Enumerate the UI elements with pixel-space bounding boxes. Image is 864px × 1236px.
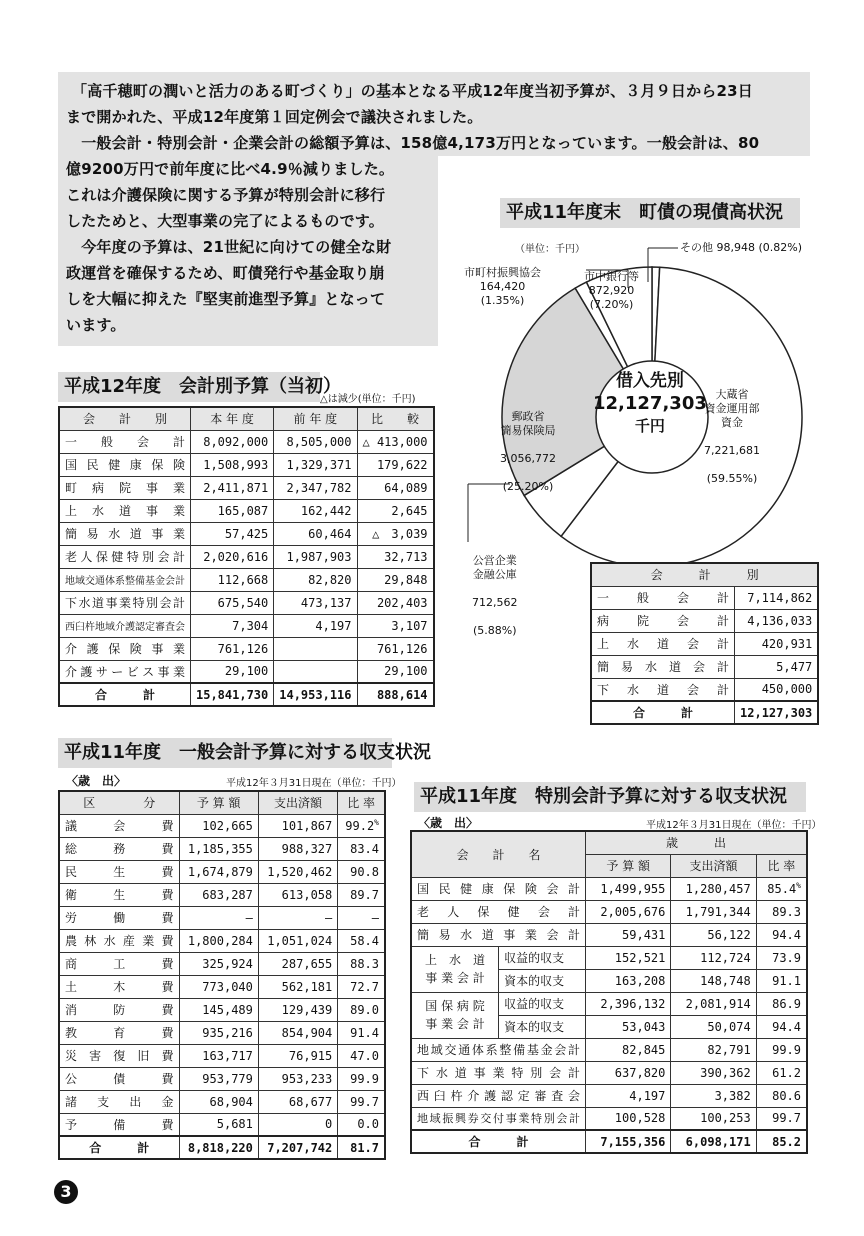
category-cell: 予 備 費 (59, 1113, 179, 1136)
category-cell: 消 防 費 (59, 998, 179, 1021)
current-year-cell: 112,668 (191, 568, 274, 591)
prior-year-cell (274, 660, 357, 683)
difference-cell: 3,107 (357, 614, 434, 637)
slice-label-yuseisho (500, 396, 556, 494)
slice-pct: (59.55%) (706, 472, 758, 485)
slice-value: 3,056,772 (500, 452, 556, 465)
table-row (59, 545, 434, 568)
account-cell: 一 般 会 計 (59, 430, 191, 453)
category-cell: 土 木 費 (59, 975, 179, 998)
category-cell: 諸支出金 (59, 1090, 179, 1113)
table-header-row (59, 407, 434, 430)
slice-label-bank (584, 270, 639, 312)
account-cell: 一 般 会 計 (591, 586, 735, 609)
budget-cell: 1,674,879 (179, 860, 258, 883)
difference-cell: 761,126 (357, 637, 434, 660)
ratio-value: 99.2 (345, 819, 375, 833)
category-cell: 農林水産業費 (59, 929, 179, 952)
total-cell: 14,953,116 (274, 683, 357, 706)
account-cell: 国民健康保険 (59, 453, 191, 476)
category-cell: 労 働 費 (59, 906, 179, 929)
account-cell: 下水道事業特別会計 (59, 591, 191, 614)
table-row (59, 499, 434, 522)
spent-cell: 100,253 (671, 1107, 756, 1130)
intro-line: 「高千穂町の潤いと活力のある町づくり」の基本となる平成12年度当初予算が、３月９日から23日 (72, 82, 753, 100)
category-cell: 民 生 費 (59, 860, 179, 883)
total-cell: 85.2 (756, 1130, 807, 1153)
ratio-cell (756, 877, 807, 900)
total-label: 合 計 (59, 683, 191, 706)
prior-year-cell: 82,820 (274, 568, 357, 591)
name-cell: 下水道事業特別会計 (411, 1061, 586, 1084)
spent-cell: 1,280,457 (671, 877, 756, 900)
percent-mark: % (374, 818, 379, 827)
ratio-cell (338, 1113, 385, 1136)
slice-pct: (7.20%) (589, 298, 634, 311)
prior-year-cell: 60,464 (274, 522, 357, 545)
account-cell: 介護サービス事業 (59, 660, 191, 683)
budget-cell: 163,208 (586, 969, 671, 992)
difference-cell: △ 3,039 (357, 522, 434, 545)
difference-cell: 179,622 (357, 453, 434, 476)
spent-cell: 50,074 (671, 1015, 756, 1038)
debt-account-table (590, 562, 819, 725)
sub-name-cell: 資本的収支 (499, 1015, 586, 1038)
budget12-title: 平成12年度 会計別予算（当初） (58, 372, 320, 402)
table-row (411, 1107, 807, 1130)
account-cell: 介護保険事業 (59, 637, 191, 660)
center-unit: 千円 (634, 417, 665, 435)
amount-cell: 420,931 (735, 632, 819, 655)
header-cell: 比 率 (338, 791, 385, 814)
current-year-cell: 2,411,871 (191, 476, 274, 499)
budget-cell: ― (179, 906, 258, 929)
ratio-cell (338, 998, 385, 1021)
spent-cell: 3,382 (671, 1084, 756, 1107)
sub-name-cell: 収益的収支 (499, 946, 586, 969)
current-year-cell: 8,092,000 (191, 430, 274, 453)
table-row (59, 998, 385, 1021)
table-header-row (591, 563, 818, 586)
slice-pct: (5.88%) (472, 624, 517, 637)
budget12-note: △は減少(単位：千円) (320, 394, 416, 405)
header-cell: 本 年 度 (191, 407, 274, 430)
intro-line: 今年度の予算は、21世紀に向けての健全な財 (66, 238, 392, 256)
table-row (59, 929, 385, 952)
ratio-cell: 80.6 (756, 1084, 807, 1107)
total-cell: 8,818,220 (179, 1136, 258, 1159)
total-cell: 7,207,742 (258, 1136, 337, 1159)
ratio-cell (338, 906, 385, 929)
ratio-value: 83.4 (350, 841, 379, 856)
ratio-cell (338, 1021, 385, 1044)
table-header-row (59, 791, 385, 814)
ratio-value: 88.3 (350, 956, 379, 971)
current-year-cell: 57,425 (191, 522, 274, 545)
amount-cell: 4,136,033 (735, 609, 819, 632)
ratio-cell (338, 1067, 385, 1090)
special11-sub: 〈歳 出〉 (418, 816, 479, 830)
name-cell: 地域振興券交付事業特別会計 (411, 1107, 586, 1130)
general11-title: 平成11年度 一般会計予算に対する収支状況 (58, 738, 392, 768)
slice-name: 市中銀行等 (584, 270, 639, 283)
current-year-cell: 165,087 (191, 499, 274, 522)
budget-cell: 325,924 (179, 952, 258, 975)
ratio-cell (338, 1044, 385, 1067)
slice-label-other: その他 98,948 (0.82%) (680, 241, 803, 254)
intro-line: これは介護保険に関する予算が特別会計に移行 (66, 186, 386, 204)
spent-cell: 953,233 (258, 1067, 337, 1090)
current-year-cell: 2,020,616 (191, 545, 274, 568)
budget-cell: 68,904 (179, 1090, 258, 1113)
header-cell: 区 分 (59, 791, 179, 814)
table-row (411, 900, 807, 923)
total-cell: 6,098,171 (671, 1130, 756, 1153)
table-row (59, 453, 434, 476)
table-row (59, 814, 385, 837)
spent-cell: 112,724 (671, 946, 756, 969)
account-cell: 簡易水道事業 (59, 522, 191, 545)
slice-pct: (25.20%) (502, 480, 554, 493)
table-row (59, 1021, 385, 1044)
name-cell: 老人保健会計 (411, 900, 586, 923)
debt-unit: （単位：千円） (515, 244, 585, 255)
special11-note: 平成12年３月31日現在（単位：千円） (646, 820, 822, 831)
category-cell: 衛 生 費 (59, 883, 179, 906)
budget-cell: 2,005,676 (586, 900, 671, 923)
name-cell: 地域交通体系整備基金会計 (411, 1038, 586, 1061)
category-cell: 教 育 費 (59, 1021, 179, 1044)
ratio-value: ― (371, 910, 379, 925)
total-cell: 7,155,356 (586, 1130, 671, 1153)
ratio-cell (338, 837, 385, 860)
percent-mark: % (796, 881, 801, 890)
ratio-cell: 91.1 (756, 969, 807, 992)
ratio-cell: 99.7 (756, 1107, 807, 1130)
spent-cell: ― (258, 906, 337, 929)
table-row (59, 1090, 385, 1113)
account-cell: 老人保健特別会計 (59, 545, 191, 568)
account-cell: 病 院 会 計 (591, 609, 735, 632)
page-number: 3 (54, 1180, 78, 1204)
total-cell: 15,841,730 (191, 683, 274, 706)
name-cell: 西臼杵介護認定審査会 (411, 1084, 586, 1107)
prior-year-cell: 162,442 (274, 499, 357, 522)
category-cell: 総 務 費 (59, 837, 179, 860)
total-cell: 81.7 (338, 1136, 385, 1159)
slice-value: 872,920 (588, 284, 635, 297)
budget-cell: 773,040 (179, 975, 258, 998)
budget-cell: 5,681 (179, 1113, 258, 1136)
group-name-cell: 上 水 道 事 業 会 計 (411, 946, 499, 992)
table-row (411, 877, 807, 900)
table-row (59, 568, 434, 591)
header-cell: 予 算 額 (179, 791, 258, 814)
table-row (59, 430, 434, 453)
table-total-row (591, 701, 818, 724)
general11-note: 平成12年３月31日現在（単位：千円） (226, 778, 402, 789)
table-row (411, 1061, 807, 1084)
ratio-value: 90.8 (350, 864, 379, 879)
special11-table (410, 830, 808, 1154)
ratio-cell: 61.2 (756, 1061, 807, 1084)
ratio-cell (338, 814, 385, 837)
ratio-value: 0.0 (357, 1117, 379, 1132)
ratio-cell (338, 860, 385, 883)
account-cell: 簡 易 水 道 会 計 (591, 655, 735, 678)
spent-cell: 1,791,344 (671, 900, 756, 923)
account-cell: 西臼杵地域介護認定審査会 (59, 614, 191, 637)
table-row (411, 946, 807, 969)
difference-cell: △ 413,000 (357, 430, 434, 453)
account-cell: 上 水 道 会 計 (591, 632, 735, 655)
ratio-cell (338, 975, 385, 998)
slice-name: 大蔵省 資金運用部 資金 (704, 388, 760, 429)
table-row (591, 586, 818, 609)
table-row (59, 906, 385, 929)
budget-cell: 2,396,132 (586, 992, 671, 1015)
prior-year-cell: 4,197 (274, 614, 357, 637)
sub-name-cell: 収益的収支 (499, 992, 586, 1015)
budget-cell: 102,665 (179, 814, 258, 837)
current-year-cell: 1,508,993 (191, 453, 274, 476)
current-year-cell: 761,126 (191, 637, 274, 660)
table-row (59, 1044, 385, 1067)
header-cell: 比 較 (357, 407, 434, 430)
ratio-value: 89.0 (350, 1002, 379, 1017)
account-cell: 上水道事業 (59, 499, 191, 522)
total-cell: 888,614 (357, 683, 434, 706)
spent-cell: 76,915 (258, 1044, 337, 1067)
spent-cell: 1,051,024 (258, 929, 337, 952)
difference-cell: 202,403 (357, 591, 434, 614)
ratio-value: 85.4 (767, 882, 797, 896)
ratio-value: 72.7 (350, 979, 379, 994)
amount-cell: 5,477 (735, 655, 819, 678)
difference-cell: 64,089 (357, 476, 434, 499)
intro-line: 億9200万円で前年度に比べ4.9％減りました。 (66, 160, 395, 178)
budget-cell: 953,779 (179, 1067, 258, 1090)
budget-cell: 1,185,355 (179, 837, 258, 860)
account-cell: 町病院事業 (59, 476, 191, 499)
ratio-value: 91.4 (350, 1025, 379, 1040)
amount-cell: 7,114,862 (735, 586, 819, 609)
ratio-cell (338, 952, 385, 975)
budget-cell: 152,521 (586, 946, 671, 969)
category-cell: 議 会 費 (59, 814, 179, 837)
table-row (59, 1067, 385, 1090)
ratio-value: 58.4 (350, 933, 379, 948)
spent-cell: 148,748 (671, 969, 756, 992)
table-header-row (411, 831, 807, 854)
intro-line: まで開かれた、平成12年度第１回定例会で議決されました。 (66, 108, 483, 126)
budget12-table (58, 406, 435, 707)
table-row (591, 632, 818, 655)
table-total-row (59, 1136, 385, 1159)
total-label: 合 計 (59, 1136, 179, 1159)
prior-year-cell: 1,329,371 (274, 453, 357, 476)
ratio-value: 89.7 (350, 887, 379, 902)
ratio-cell: 94.4 (756, 1015, 807, 1038)
group-name-cell: 国 保 病 院 事 業 会 計 (411, 992, 499, 1038)
difference-cell: 29,100 (357, 660, 434, 683)
current-year-cell: 7,304 (191, 614, 274, 637)
ratio-cell: 99.9 (756, 1038, 807, 1061)
table-row (59, 614, 434, 637)
intro-line: 一般会計・特別会計・企業会計の総額予算は、158億4,173万円となっています。一般会計は、80 (66, 134, 760, 152)
header-cell: 予 算 額 (586, 854, 671, 877)
spent-cell: 101,867 (258, 814, 337, 837)
center-total: 12,127,303 (593, 393, 707, 414)
budget-cell: 683,287 (179, 883, 258, 906)
slice-value: 712,562 (472, 596, 518, 609)
slice-label-shichoson (464, 266, 541, 308)
header-cell: 前 年 度 (274, 407, 357, 430)
total-label: 合 計 (411, 1130, 586, 1153)
intro-line: したためと、大型事業の完了によるものです。 (66, 212, 385, 230)
spent-cell: 1,520,462 (258, 860, 337, 883)
table-row (59, 522, 434, 545)
table-row (591, 678, 818, 701)
spent-cell: 68,677 (258, 1090, 337, 1113)
table-row (59, 1113, 385, 1136)
spent-cell: 2,081,914 (671, 992, 756, 1015)
spent-cell: 82,791 (671, 1038, 756, 1061)
difference-cell: 29,848 (357, 568, 434, 591)
total-amount: 12,127,303 (735, 701, 819, 724)
ratio-cell (338, 929, 385, 952)
spent-cell: 854,904 (258, 1021, 337, 1044)
ratio-value: 47.0 (350, 1048, 379, 1063)
ratio-cell: 94.4 (756, 923, 807, 946)
account-cell: 地域交通体系整備基金会計 (59, 568, 191, 591)
budget-cell: 100,528 (586, 1107, 671, 1130)
sub-name-cell: 資本的収支 (499, 969, 586, 992)
table-total-row (411, 1130, 807, 1153)
spent-cell: 287,655 (258, 952, 337, 975)
table-row (59, 637, 434, 660)
current-year-cell: 29,100 (191, 660, 274, 683)
name-cell: 国民健康保険会計 (411, 877, 586, 900)
table-row (411, 923, 807, 946)
slice-name: 市町村振興協会 (464, 266, 541, 279)
table-row (411, 1084, 807, 1107)
header-cell: 会 計 別 (591, 563, 818, 586)
total-label: 合 計 (591, 701, 735, 724)
budget-cell: 637,820 (586, 1061, 671, 1084)
prior-year-cell (274, 637, 357, 660)
ratio-cell (338, 883, 385, 906)
table-row (591, 609, 818, 632)
difference-cell: 32,713 (357, 545, 434, 568)
budget-cell: 145,489 (179, 998, 258, 1021)
header-cell: 比 率 (756, 854, 807, 877)
table-row (59, 975, 385, 998)
ratio-cell: 73.9 (756, 946, 807, 969)
budget-cell: 59,431 (586, 923, 671, 946)
debt-title: 平成11年度末 町債の現債高状況 (500, 198, 800, 228)
ratio-cell (338, 1090, 385, 1113)
slice-name: 公営企業 金融公庫 (472, 554, 517, 581)
table-row (411, 992, 807, 1015)
prior-year-cell: 2,347,782 (274, 476, 357, 499)
header-cell: 会 計 別 (59, 407, 191, 430)
budget-cell: 935,216 (179, 1021, 258, 1044)
amount-cell: 450,000 (735, 678, 819, 701)
special11-title: 平成11年度 特別会計予算に対する収支状況 (414, 782, 806, 812)
intro-line: 政運営を確保するため、町債発行や基金取り崩 (66, 264, 385, 282)
intro-line: います。 (66, 316, 126, 334)
header-cell: 会 計 名 (411, 831, 586, 877)
budget-cell: 1,499,955 (586, 877, 671, 900)
spent-cell: 0 (258, 1113, 337, 1136)
center-title: 借入先別 (615, 371, 684, 391)
category-cell: 災害復旧費 (59, 1044, 179, 1067)
table-row (591, 655, 818, 678)
category-cell: 公 債 費 (59, 1067, 179, 1090)
budget-cell: 163,717 (179, 1044, 258, 1067)
slice-value: 164,420 (479, 280, 526, 293)
name-cell: 簡易水道事業会計 (411, 923, 586, 946)
prior-year-cell: 8,505,000 (274, 430, 357, 453)
header-cell: 支出済額 (258, 791, 337, 814)
table-row (411, 1038, 807, 1061)
prior-year-cell: 473,137 (274, 591, 357, 614)
intro-line: しを大幅に抑えた『堅実前進型予算』となって (66, 290, 386, 308)
table-row (59, 883, 385, 906)
ratio-cell: 89.3 (756, 900, 807, 923)
spent-cell: 129,439 (258, 998, 337, 1021)
budget-cell: 1,800,284 (179, 929, 258, 952)
slice-label-koei (472, 540, 518, 638)
table-row (59, 860, 385, 883)
table-row (59, 591, 434, 614)
header-group-cell: 歳 出 (586, 831, 807, 854)
general11-table (58, 790, 386, 1160)
table-row (59, 952, 385, 975)
spent-cell: 390,362 (671, 1061, 756, 1084)
header-cell: 支出済額 (671, 854, 756, 877)
spent-cell: 613,058 (258, 883, 337, 906)
account-cell: 下 水 道 会 計 (591, 678, 735, 701)
table-row (59, 660, 434, 683)
difference-cell: 2,645 (357, 499, 434, 522)
table-row (59, 476, 434, 499)
table-total-row (59, 683, 434, 706)
spent-cell: 988,327 (258, 837, 337, 860)
budget-cell: 4,197 (586, 1084, 671, 1107)
category-cell: 商 工 費 (59, 952, 179, 975)
table-row (59, 837, 385, 860)
spent-cell: 56,122 (671, 923, 756, 946)
spent-cell: 562,181 (258, 975, 337, 998)
slice-pct: (1.35%) (480, 294, 525, 307)
slice-label-okurasho (704, 374, 760, 486)
current-year-cell: 675,540 (191, 591, 274, 614)
prior-year-cell: 1,987,903 (274, 545, 357, 568)
general11-sub: 〈歳 出〉 (66, 774, 127, 788)
ratio-value: 99.7 (350, 1094, 379, 1109)
slice-name: 郵政省 簡易保険局 (500, 410, 556, 437)
budget-cell: 53,043 (586, 1015, 671, 1038)
slice-value: 7,221,681 (704, 444, 760, 457)
ratio-cell: 86.9 (756, 992, 807, 1015)
budget-cell: 82,845 (586, 1038, 671, 1061)
pie-center-label (593, 370, 707, 436)
ratio-value: 99.9 (350, 1071, 379, 1086)
